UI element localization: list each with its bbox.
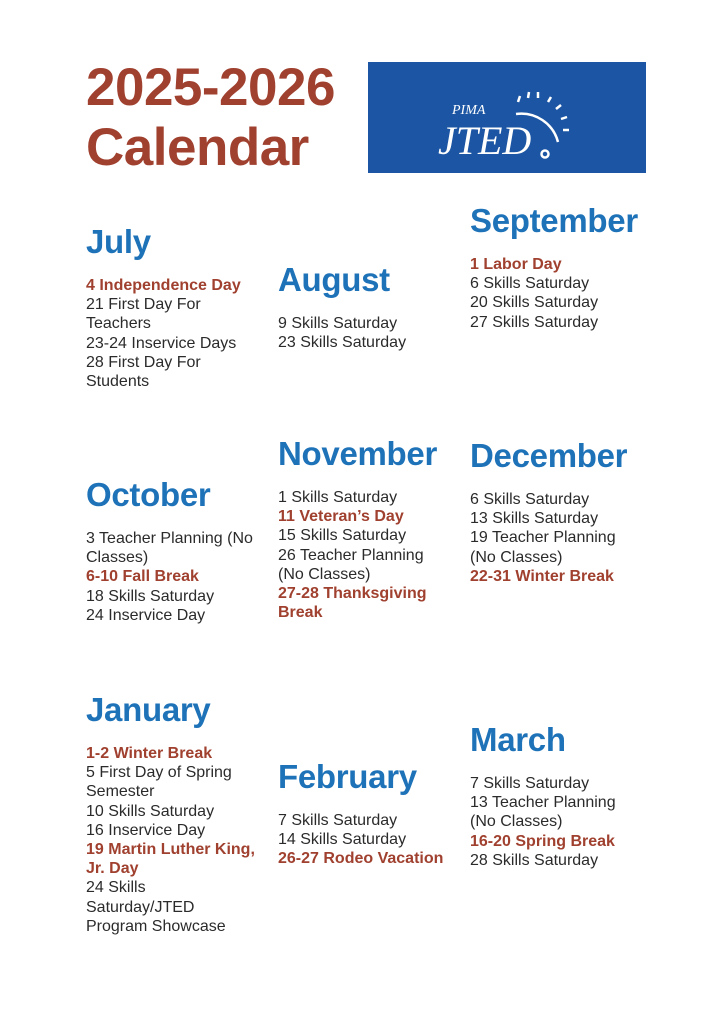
event-list xyxy=(86,276,256,391)
event-item: 1 Labor Day xyxy=(470,256,562,273)
event-item: 4 Independence Day xyxy=(86,277,241,294)
event-item: 3 Teacher Planning (No Classes) xyxy=(86,530,253,567)
event-list xyxy=(86,529,256,625)
event-item: 13 Teacher Planning (No Classes) xyxy=(470,794,616,831)
month-february xyxy=(278,749,448,869)
title-years: 2025-2026 xyxy=(86,58,335,117)
event-item: 23 Skills Saturday xyxy=(278,334,407,352)
event-item: 26 Teacher Planning (No Classes) xyxy=(278,546,424,583)
month-title: November xyxy=(278,435,437,472)
event-item: 11 Veteran’s Day xyxy=(278,508,404,526)
month-title: August xyxy=(278,261,390,298)
event-item: 14 Skills Saturday xyxy=(278,831,407,849)
event-item: 7 Skills Saturday xyxy=(470,775,590,792)
month-january xyxy=(86,682,256,936)
event-item: 27-28 Thanksgiving Break xyxy=(278,585,427,622)
pima-jted-logo xyxy=(368,62,646,173)
month-november xyxy=(278,426,448,622)
event-item: 5 First Day of Spring Semester xyxy=(86,764,232,801)
event-list xyxy=(470,774,640,870)
month-title: January xyxy=(86,691,211,728)
month-december xyxy=(470,428,640,586)
event-item: 24 Inservice Day xyxy=(86,606,206,624)
event-item: 1-2 Winter Break xyxy=(86,745,213,762)
month-title: July xyxy=(86,223,151,260)
month-title: December xyxy=(470,437,628,474)
event-item: 28 Skills Saturday xyxy=(470,851,599,869)
event-list xyxy=(470,490,640,586)
event-item: 6 Skills Saturday xyxy=(470,491,590,508)
event-item: 26-27 Rodeo Vacation xyxy=(278,850,444,868)
month-title: February xyxy=(278,758,417,795)
month-september xyxy=(470,193,640,332)
page-title xyxy=(86,58,335,178)
event-item: 19 Teacher Planning (No Classes) xyxy=(470,529,616,566)
event-item: 6 Skills Saturday xyxy=(470,275,590,293)
event-item: 28 First Day For Students xyxy=(86,353,201,391)
month-title: September xyxy=(470,202,638,239)
month-august xyxy=(278,252,448,352)
event-list xyxy=(470,255,640,332)
month-title: March xyxy=(470,721,566,758)
event-item: 16 Inservice Day xyxy=(86,821,206,839)
event-list xyxy=(278,488,448,622)
event-item: 22-31 Winter Break xyxy=(470,567,614,585)
event-list xyxy=(86,744,256,936)
event-item: 23-24 Inservice Days xyxy=(86,334,237,352)
event-item: 16-20 Spring Break xyxy=(470,832,615,850)
event-item: 19 Martin Luther King, Jr. Day xyxy=(86,841,255,878)
event-item: 9 Skills Saturday xyxy=(278,315,398,332)
month-july xyxy=(86,214,256,391)
event-item: 13 Skills Saturday xyxy=(470,510,599,528)
event-list xyxy=(278,811,448,869)
month-title: October xyxy=(86,476,211,513)
logo-small-text: PIMA xyxy=(452,103,486,118)
title-word: Calendar xyxy=(86,118,309,177)
event-item: 20 Skills Saturday xyxy=(470,294,599,312)
event-item: 18 Skills Saturday xyxy=(86,587,215,605)
month-october xyxy=(86,467,256,625)
event-item: 24 Skills Saturday/JTED Program Showcase xyxy=(86,879,226,935)
event-list xyxy=(278,314,448,352)
event-item: 27 Skills Saturday xyxy=(470,313,599,331)
event-item: 21 First Day For Teachers xyxy=(86,296,201,333)
event-item: 15 Skills Saturday xyxy=(278,527,407,545)
event-item: 6-10 Fall Break xyxy=(86,568,199,586)
logo-big-text: JTED xyxy=(438,118,532,163)
event-item: 7 Skills Saturday xyxy=(278,812,398,829)
month-march xyxy=(470,712,640,870)
event-item: 10 Skills Saturday xyxy=(86,802,215,820)
event-item: 1 Skills Saturday xyxy=(278,489,398,506)
logo-graphic xyxy=(368,62,646,173)
